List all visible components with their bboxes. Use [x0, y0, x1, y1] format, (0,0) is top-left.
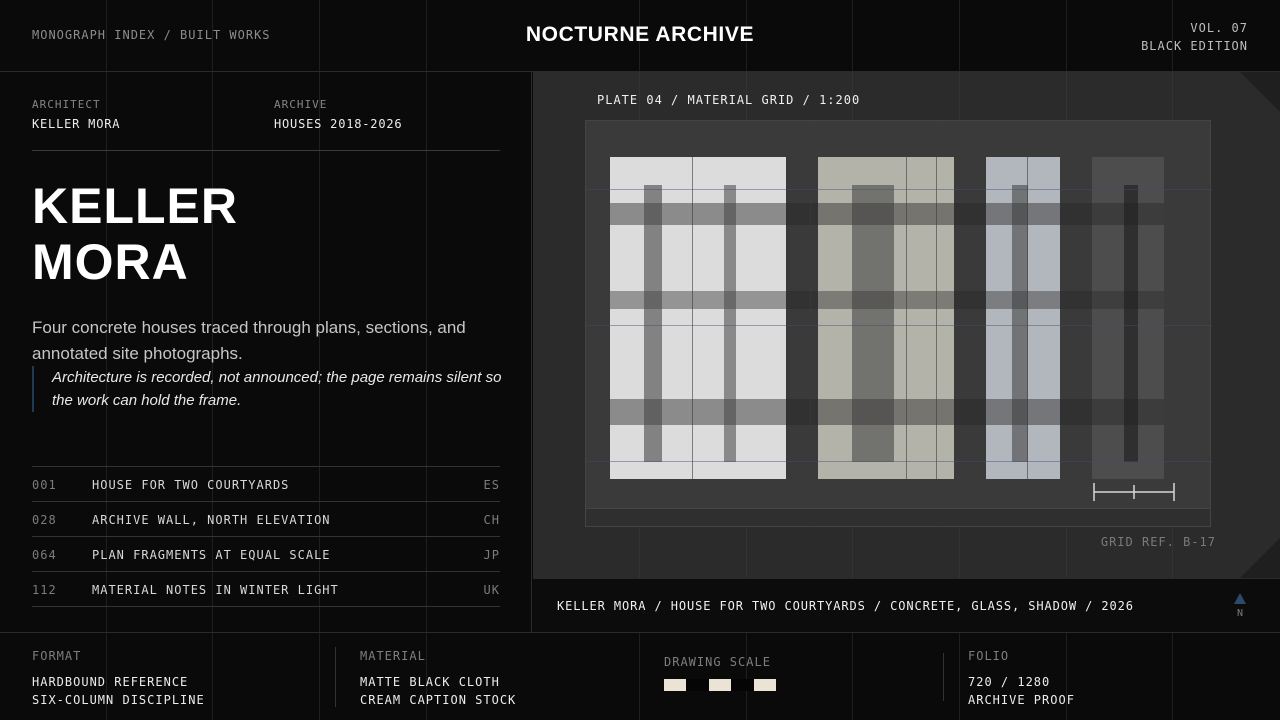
folio-label: FOLIO [968, 649, 1010, 663]
north-arrow-icon [1234, 593, 1246, 604]
grid-line [586, 325, 1212, 326]
volume-number: VOL. 07 [1190, 21, 1248, 35]
page-footer [0, 632, 1280, 720]
grid-line [906, 157, 907, 479]
edition-label: BLACK EDITION [1141, 39, 1248, 53]
index-number: 001 [32, 478, 57, 492]
plate-credit: KELLER MORA / HOUSE FOR TWO COURTYARDS / CONCRETE, GLASS, SHADOW / 2026 [557, 599, 1134, 613]
mullion [852, 185, 894, 462]
index-row[interactable] [32, 537, 500, 572]
site-title: NOCTURNE ARCHIVE [525, 23, 755, 46]
north-indicator [1234, 593, 1246, 619]
grid-line [586, 461, 1212, 462]
material-label: MATERIAL [360, 649, 426, 663]
archive-value: HOUSES 2018-2026 [274, 117, 403, 131]
index-title: MATERIAL NOTES IN WINTER LIGHT [92, 583, 339, 597]
archive-label: ARCHIVE [274, 98, 328, 111]
grid-line [1027, 157, 1028, 479]
folio-line-2: ARCHIVE PROOF [968, 693, 1075, 707]
footer-divider [943, 653, 944, 701]
format-label: FORMAT [32, 649, 82, 663]
index-country-code: UK [483, 583, 500, 597]
footer-divider [335, 647, 336, 707]
grid-reference: GRID REF. B-17 [1100, 535, 1216, 549]
plate-frame-base [586, 508, 1210, 526]
grid-line [586, 189, 1212, 190]
architect-value: KELLER MORA [32, 117, 121, 131]
plate-caption: PLATE 04 / MATERIAL GRID / 1:200 [597, 93, 861, 107]
folio-line-1: 720 / 1280 [968, 675, 1051, 689]
index-row[interactable] [32, 572, 500, 607]
index-country-code: ES [483, 478, 500, 492]
folio-value [968, 673, 1075, 709]
monograph-intro [0, 72, 532, 632]
works-index [32, 466, 500, 607]
format-line-2: SIX-COLUMN DISCIPLINE [32, 693, 205, 707]
index-title: ARCHIVE WALL, NORTH ELEVATION [92, 513, 331, 527]
pull-quote: Architecture is recorded, not announced; the page remains silent so the work can hold the frame. [32, 366, 506, 412]
mullion [644, 185, 662, 462]
drawing-scale-label: DRAWING SCALE [664, 655, 771, 669]
hero-title-line-2: MORA [32, 234, 189, 290]
breadcrumb[interactable]: MONOGRAPH INDEX / BUILT WORKS [32, 28, 271, 42]
format-line-1: HARDBOUND REFERENCE [32, 675, 189, 689]
mullion [724, 185, 736, 462]
material-block [360, 649, 516, 709]
drawing-scale-strip [664, 679, 776, 691]
format-value [32, 673, 205, 709]
index-country-code: JP [483, 548, 500, 562]
archive-meta [274, 98, 402, 131]
lede-paragraph: Four concrete houses traced through plans, sections, and annotated site photographs. [32, 318, 466, 363]
mullion [1124, 185, 1138, 462]
index-title: PLAN FRAGMENTS AT EQUAL SCALE [92, 548, 331, 562]
plate-figure [533, 72, 1280, 578]
meta-divider [32, 150, 500, 151]
architect-label: ARCHITECT [32, 98, 101, 111]
material-line-2: CREAM CAPTION STOCK [360, 693, 517, 707]
material-grid-image[interactable] [585, 120, 1211, 527]
plate-credit-bar [533, 578, 1280, 632]
grid-line [692, 157, 693, 479]
format-block [32, 649, 205, 709]
north-label: N [1236, 608, 1244, 619]
page-header [0, 0, 1280, 72]
index-title: HOUSE FOR TWO COURTYARDS [92, 478, 290, 492]
volume-info [1141, 19, 1248, 55]
material-value [360, 673, 516, 709]
index-row[interactable] [32, 502, 500, 537]
plate-corner-mark [1240, 72, 1280, 112]
architect-meta [32, 98, 120, 131]
index-country-code: CH [483, 513, 500, 527]
folio-block [968, 649, 1075, 709]
plate-scale-bar [1092, 481, 1176, 503]
material-line-1: MATTE BLACK CLOTH [360, 675, 500, 689]
index-number: 064 [32, 548, 57, 562]
hero-title [32, 178, 238, 290]
index-number: 028 [32, 513, 57, 527]
hero-title-line-1: KELLER [32, 178, 238, 234]
mullion [1012, 185, 1028, 462]
plate-corner-mark [1240, 538, 1280, 578]
index-number: 112 [32, 583, 57, 597]
index-row[interactable] [32, 467, 500, 502]
drawing-scale-block [664, 655, 776, 691]
